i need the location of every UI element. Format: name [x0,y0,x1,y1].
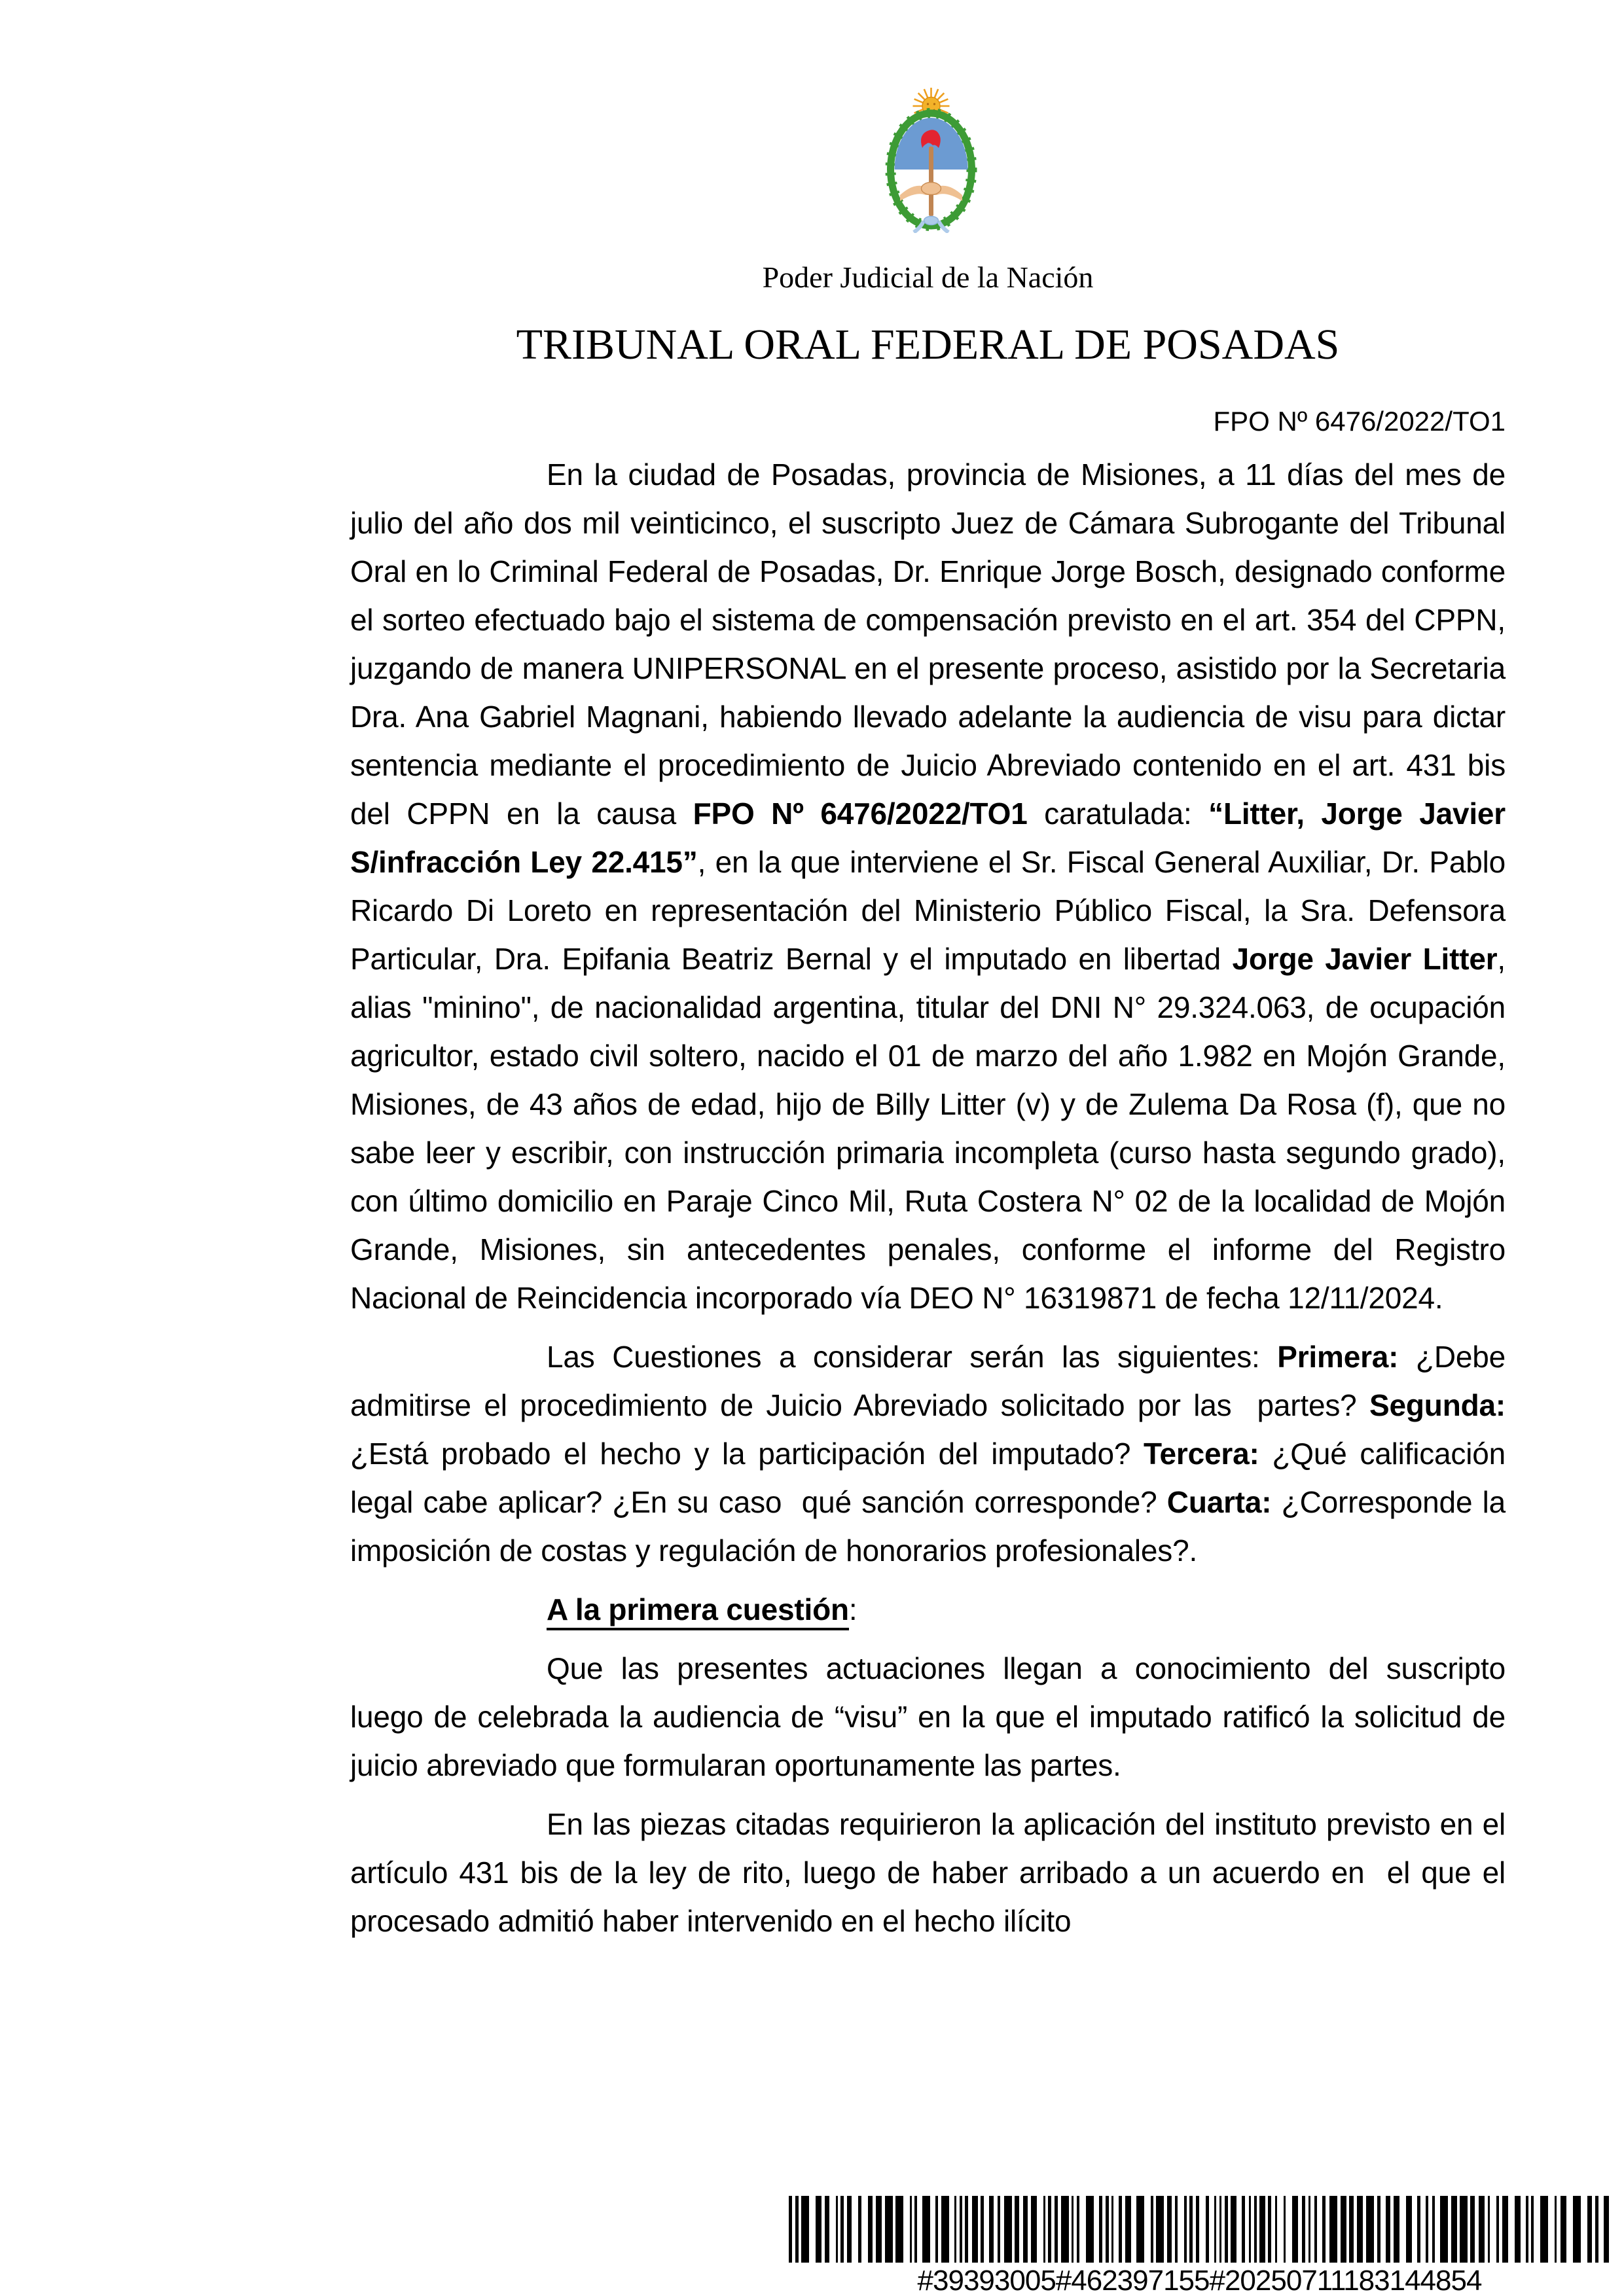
barcode-bar [1357,2196,1363,2263]
barcode-gap [809,2196,816,2263]
pole [929,147,933,216]
barcode-gap [1566,2196,1573,2263]
text-run: Primera: [1277,1340,1399,1374]
barcode-gap [829,2196,836,2263]
barcode-bar [1004,2196,1012,2263]
barcode-gap [930,2196,935,2263]
barcode-gap [1435,2196,1440,2263]
barcode-gap [1236,2196,1242,2263]
text-run: Que las presentes actuaciones llegan a conocimiento del suscripto luego de celebrada la audiencia de “visu” en la que el imputado ratificó la solicitud de juicio abreviado que formularan oportunamente las partes. [350,1651,1506,1782]
barcode-bar [1136,2196,1144,2263]
text-run: ¿Está probado el hecho y la participación del imputado? [350,1437,1144,1471]
barcode-bar [1292,2196,1298,2263]
barcode-gap [1079,2196,1086,2263]
barcode-gap [1178,2196,1184,2263]
barcode-bar [801,2196,809,2263]
case-number: FPO Nº 6476/2022/TO1 [1213,406,1506,437]
barcode-bar [1349,2196,1354,2263]
text-run: En la ciudad de Posadas, provincia de Misiones, a 11 días del mes de julio del año dos mil veinticinco, el suscripto Juez de Cámara Subrogante del Tribunal Oral en lo Criminal Federal de Posadas, Dr. Enrique Jorge Bosch, designado conforme el sorteo efectuado bajo el sistema de compensación previsto en el art. 354 del CPPN, juzgando de manera UNIPERSONAL en el presente proceso, asistido por la Secretaria Dra. Ana Gabriel Magnani, habiendo llevado adelante la audiencia de visu para dictar sentencia mediante el procedimiento de Juicio Abreviado contenido en el art. 431 bis del CPPN en la causa [350,457,1506,831]
text-run: “Litter, Jorge Javier S/infracción Ley 22.415” [350,797,1506,879]
text-run: ¿Debe admitirse el procedimiento de Juicio Abreviado solicitado por las partes? [350,1340,1506,1422]
barcode-bar [1386,2196,1390,2263]
barcode-gap [1598,2196,1604,2263]
barcode-bar [1460,2196,1468,2263]
barcode-bar [1573,2196,1581,2263]
barcode-gap [1113,2196,1119,2263]
barcode-bar [1515,2196,1521,2263]
text-run: Las Cuestiones a considerar serán las siguientes: [547,1340,1278,1374]
barcode-bar [989,2196,994,2263]
barcode-gap [1144,2196,1151,2263]
barcode-text: #39393005#462397155#20250711183144854 [917,2265,1482,2296]
barcode-bar [1366,2196,1374,2263]
barcode-gap [1094,2196,1099,2263]
barcode-bar [895,2196,903,2263]
barcode-gap [1209,2196,1214,2263]
barcode-bar [1125,2196,1131,2263]
paragraph [350,450,1506,1322]
barcode-gap [852,2196,858,2263]
barcode-bar [1023,2196,1028,2263]
barcode-bar [1156,2196,1164,2263]
barcode-bar [876,2196,882,2263]
text-run: , en la que interviene el Sr. Fiscal General Auxiliar, Dr. Pablo Ricardo Di Loreto en representación del Ministerio Público Fiscal, la Sra. Defensora Particular, Dra. Epifania Beatriz Bernal y el imputado en libertad [350,845,1506,976]
barcode-bar [1167,2196,1172,2263]
barcode-bar [1341,2196,1346,2263]
barcode-gap [1420,2196,1426,2263]
barcode-bar [1561,2196,1566,2263]
barcode-bar [868,2196,873,2263]
barcode-gap [1534,2196,1540,2263]
barcode-bar [1604,2196,1609,2263]
barcode-bar [1540,2196,1548,2263]
text-run: A la primera cuestión [547,1592,849,1630]
barcode-gap [861,2196,868,2263]
barcode-gap [1380,2196,1386,2263]
barcode-bar [1470,2196,1475,2263]
barcode-bar [1440,2196,1448,2263]
barcode-bar [1086,2196,1094,2263]
document-body [350,450,1506,1956]
argentina-coat-of-arms-icon [880,82,982,233]
barcode-bar [1231,2196,1236,2263]
barcode-bar [816,2196,821,2263]
text-run: Segunda: [1369,1388,1506,1422]
barcode-gap [1399,2196,1406,2263]
barcode [789,2196,1610,2263]
text-run: Cuarta: [1166,1485,1272,1519]
text-run: caratulada: [1027,797,1209,831]
barcode-gap [1490,2196,1496,2263]
barcode-bar [885,2196,893,2263]
barcode-bar [825,2196,829,2263]
barcode-gap [1581,2196,1587,2263]
barcode-gap [1317,2196,1322,2263]
barcode-gap [984,2196,989,2263]
text-run: , alias "minino", de nacionalidad argentina, titular del DNI N° 29.324.063, de ocupación agricultor, estado civil soltero, nacido el 01 de marzo del año 1.982 en Mojón Grande, Misiones, de 43 años de edad, hijo de Billy Litter (v) y de Zulema Da Rosa (f), que no sabe leer y escribir, con instrucción primaria incompleta (curso hasta segundo grado), con último domicilio en Paraje Cinco Mil, Ruta Costera N° 02 de la localidad de Mojón Grande, Misiones, sin antecedentes penales, conforme el informe del Registro Nacional de Reincidencia incorporado vía DEO N° 16319871 de fecha 12/11/2024. [350,942,1506,1315]
barcode-bar [922,2196,930,2263]
barcode-gap [949,2196,954,2263]
barcode-bar [847,2196,852,2263]
barcode-gap [1412,2196,1417,2263]
barcode-gap [1037,2196,1043,2263]
text-run: : [848,1592,857,1626]
barcode-gap [1286,2196,1292,2263]
barcode-gap [1131,2196,1136,2263]
barcode-gap [1277,2196,1284,2263]
barcode-gap [1199,2196,1206,2263]
institution-title: Poder Judicial de la Nación [762,260,1094,294]
text-run: Jorge Javier Litter [1232,942,1498,976]
barcode-bar [1329,2196,1337,2263]
paragraph [350,1333,1506,1575]
barcode-bar [1394,2196,1399,2263]
barcode-bar [1061,2196,1069,2263]
barcode-block [789,2196,1610,2294]
barcode-bar [941,2196,949,2263]
text-run: En las piezas citadas requirieron la aplicación del instituto previsto en el artículo 431 bis de la ley de rito, luego de haber arribado a un acuerdo en el que el procesado admitió haber intervenido en el hecho ilícito [350,1807,1506,1938]
barcode-bar [1451,2196,1457,2263]
barcode-bar [1031,2196,1037,2263]
barcode-bar [972,2196,978,2263]
text-run: ¿Qué calificación legal cabe aplicar? ¿En su caso qué sanción corresponde? [350,1437,1506,1519]
barcode-bar [1502,2196,1508,2263]
barcode-bar [1015,2196,1019,2263]
barcode-gap [1521,2196,1526,2263]
barcode-gap [1508,2196,1515,2263]
text-run: FPO Nº 6476/2022/TO1 [693,797,1028,831]
text-run: Tercera: [1144,1437,1259,1471]
barcode-bar [1479,2196,1485,2263]
barcode-gap [1548,2196,1555,2263]
paragraph [350,1644,1506,1789]
section-heading [547,1585,1506,1634]
paragraph [350,1800,1506,1945]
court-title: TRIBUNAL ORAL FEDERAL DE POSADAS [516,321,1340,368]
barcode-bar [1259,2196,1265,2263]
text-run: ¿Corresponde la imposición de costas y regulación de honorarios profesionales?. [350,1485,1506,1568]
barcode-gap [903,2196,910,2263]
barcode-bar [1587,2196,1592,2263]
barcode-bar [1406,2196,1412,2263]
barcode-gap [917,2196,922,2263]
